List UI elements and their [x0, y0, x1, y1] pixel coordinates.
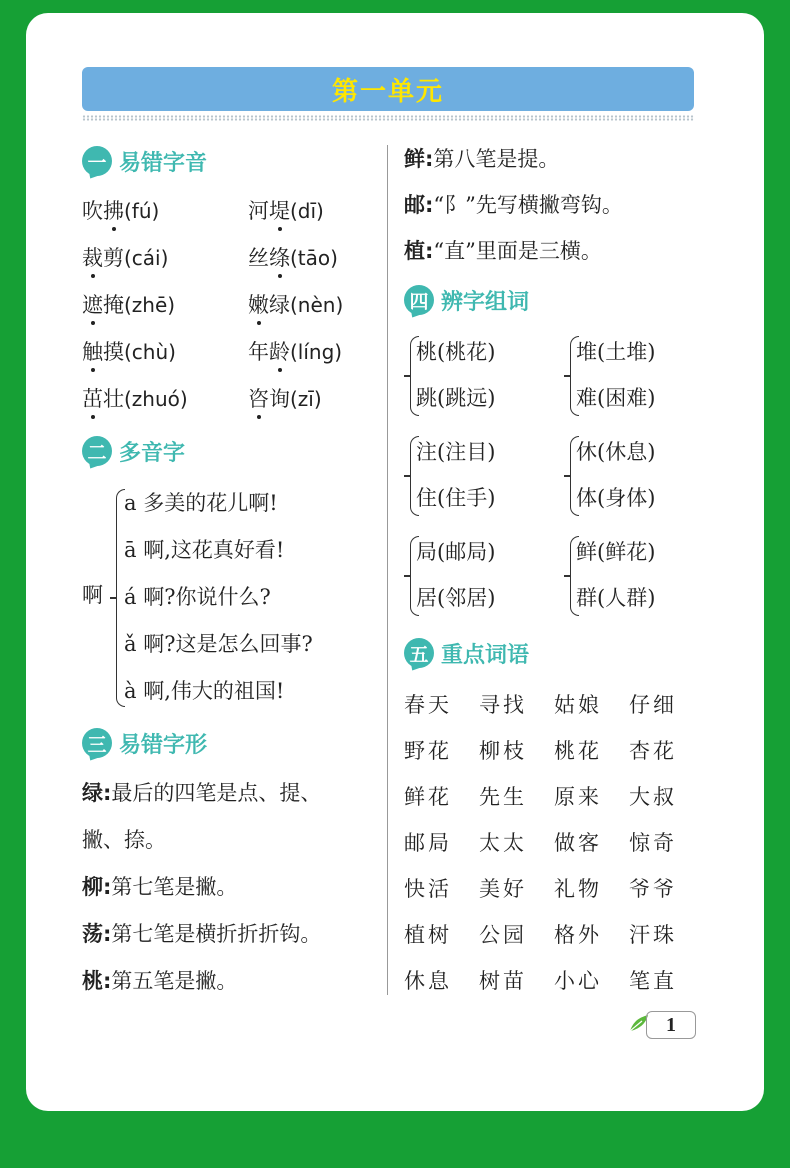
colon: : — [103, 781, 112, 805]
stroke-note — [82, 779, 321, 807]
pair-word: 注(注目) — [416, 440, 496, 464]
stroke-note — [82, 873, 237, 901]
key-word: 桃花 — [554, 739, 602, 763]
pair-word: 难(困难) — [576, 386, 656, 410]
section-3-title: 易错字形 — [119, 732, 208, 758]
section-2-header — [82, 435, 185, 467]
polyphone-line: à 啊,伟大的祖国! — [124, 679, 285, 703]
word-char: 丝 — [248, 246, 269, 270]
pair-word: 居(邻居) — [416, 586, 496, 610]
key-word: 格外 — [554, 923, 602, 947]
key-word: 休息 — [404, 969, 452, 993]
stroke-desc: 最后的四笔是点、提、 — [111, 781, 322, 805]
page-card — [26, 13, 764, 1111]
dotted-char: 茁 — [82, 387, 103, 411]
stroke-char: 邮 — [404, 193, 425, 217]
stroke-note — [404, 191, 623, 219]
pinyin: (dī) — [290, 199, 324, 223]
pinyin: (tāo) — [290, 246, 338, 270]
stroke-char: 桃 — [82, 969, 103, 993]
word-char: 吹 — [82, 199, 103, 223]
section-4-header — [404, 284, 529, 316]
pinyin: (zhē) — [124, 293, 176, 317]
colon: : — [425, 147, 434, 171]
pronunciation-item — [248, 338, 342, 366]
colon: : — [425, 193, 434, 217]
key-word: 鲜花 — [404, 785, 452, 809]
key-word: 惊奇 — [629, 831, 677, 855]
key-word: 美好 — [479, 877, 527, 901]
dotted-char: 堤 — [269, 199, 290, 223]
page-number: 1 — [646, 1011, 696, 1039]
section-1-badge: 一 — [82, 146, 112, 176]
key-word: 太太 — [479, 831, 527, 855]
dotted-char: 咨 — [248, 387, 269, 411]
key-word: 公园 — [479, 923, 527, 947]
section-4-badge: 四 — [404, 285, 434, 315]
stroke-char: 绿 — [82, 781, 103, 805]
section-5-badge: 五 — [404, 638, 434, 668]
key-word: 小心 — [554, 969, 602, 993]
key-word: 仔细 — [629, 693, 677, 717]
stroke-char: 柳 — [82, 875, 103, 899]
section-1-header — [82, 145, 207, 177]
pronunciation-item — [82, 385, 188, 413]
dotted-char: 嫩 — [248, 293, 269, 317]
key-word: 笔直 — [629, 969, 677, 993]
key-word: 邮局 — [404, 831, 452, 855]
dotted-char: 遮 — [82, 293, 103, 317]
key-word: 姑娘 — [554, 693, 602, 717]
key-word: 汗珠 — [629, 923, 677, 947]
word-char: 剪 — [103, 246, 124, 270]
pronunciation-item — [82, 338, 176, 366]
pair-word: 堆(土堆) — [576, 340, 656, 364]
stroke-char: 鲜 — [404, 147, 425, 171]
stroke-note — [82, 967, 237, 995]
polyphone-line: a 多美的花儿啊! — [124, 491, 278, 515]
pinyin: (zhuó) — [124, 387, 188, 411]
pair-word: 鲜(鲜花) — [576, 540, 656, 564]
pair-word: 休(休息) — [576, 440, 656, 464]
word-char: 摸 — [103, 340, 124, 364]
pair-word: 局(邮局) — [416, 540, 496, 564]
word-char: 掩 — [103, 293, 124, 317]
word-char: 河 — [248, 199, 269, 223]
word-char: 绿 — [269, 293, 290, 317]
stroke-note — [82, 826, 166, 854]
polyphone-line: á 啊?你说什么? — [124, 585, 271, 609]
colon: : — [425, 239, 434, 263]
unit-title: 第一单元 — [331, 76, 444, 107]
pair-word: 桃(桃花) — [416, 340, 496, 364]
pronunciation-item — [248, 291, 343, 319]
pinyin: (chù) — [124, 340, 176, 364]
stroke-desc: 第七笔是撇。 — [111, 875, 238, 899]
key-word: 树苗 — [479, 969, 527, 993]
pronunciation-item — [82, 244, 168, 272]
stroke-desc: “阝”先写横撇弯钩。 — [433, 193, 623, 217]
word-char: 询 — [269, 387, 290, 411]
polyphone-line: ǎ 啊?这是怎么回事? — [124, 632, 313, 656]
word-char: 壮 — [103, 387, 124, 411]
polyphone-line: ā 啊,这花真好看! — [124, 538, 285, 562]
pinyin: (fú) — [124, 199, 160, 223]
pinyin: (cái) — [124, 246, 169, 270]
key-word: 春天 — [404, 693, 452, 717]
stroke-note — [404, 145, 559, 173]
key-word: 爷爷 — [629, 877, 677, 901]
pair-word: 住(住手) — [416, 486, 496, 510]
stroke-note — [404, 237, 602, 265]
pair-word: 体(身体) — [576, 486, 656, 510]
stroke-desc: 第八笔是提。 — [433, 147, 560, 171]
word-char: 年 — [248, 340, 269, 364]
section-5-header — [404, 637, 529, 669]
unit-banner — [82, 67, 694, 111]
section-1-title: 易错字音 — [119, 150, 208, 176]
pinyin: (nèn) — [290, 293, 344, 317]
dotted-char: 触 — [82, 340, 103, 364]
dotted-divider — [82, 115, 694, 121]
section-3-header — [82, 727, 207, 759]
key-word: 先生 — [479, 785, 527, 809]
key-word: 原来 — [554, 785, 602, 809]
pronunciation-item — [248, 385, 322, 413]
section-2-badge: 二 — [82, 436, 112, 466]
stroke-desc: 第五笔是撇。 — [111, 969, 238, 993]
stroke-desc: 撇、捺。 — [82, 828, 166, 852]
pair-word: 群(人群) — [576, 586, 656, 610]
colon: : — [103, 875, 112, 899]
section-5-title: 重点词语 — [441, 642, 530, 668]
pronunciation-item — [248, 197, 324, 225]
key-word: 植树 — [404, 923, 452, 947]
section-4-title: 辨字组词 — [441, 289, 530, 315]
stroke-desc: “直”里面是三横。 — [433, 239, 602, 263]
colon: : — [103, 922, 112, 946]
dotted-char: 裁 — [82, 246, 103, 270]
pronunciation-item — [248, 244, 338, 272]
dotted-char: 绦 — [269, 246, 290, 270]
section-3-badge: 三 — [82, 728, 112, 758]
key-word: 寻找 — [479, 693, 527, 717]
pinyin: (zī) — [290, 387, 322, 411]
colon: : — [103, 969, 112, 993]
key-word: 做客 — [554, 831, 602, 855]
polyphone-char: 啊 — [82, 583, 103, 607]
pair-word: 跳(跳远) — [416, 386, 496, 410]
pinyin: (líng) — [290, 340, 343, 364]
stroke-desc: 第七笔是横折折折钩。 — [111, 922, 322, 946]
column-divider — [387, 145, 388, 995]
dotted-char: 拂 — [103, 199, 124, 223]
stroke-char: 荡 — [82, 922, 103, 946]
key-word: 快活 — [404, 877, 452, 901]
key-word: 柳枝 — [479, 739, 527, 763]
stroke-note — [82, 920, 321, 948]
key-word: 大叔 — [629, 785, 677, 809]
section-2-title: 多音字 — [119, 440, 186, 466]
stroke-char: 植 — [404, 239, 425, 263]
key-word: 野花 — [404, 739, 452, 763]
key-word: 杏花 — [629, 739, 677, 763]
dotted-char: 龄 — [269, 340, 290, 364]
pronunciation-item — [82, 197, 159, 225]
pronunciation-item — [82, 291, 175, 319]
key-word: 礼物 — [554, 877, 602, 901]
